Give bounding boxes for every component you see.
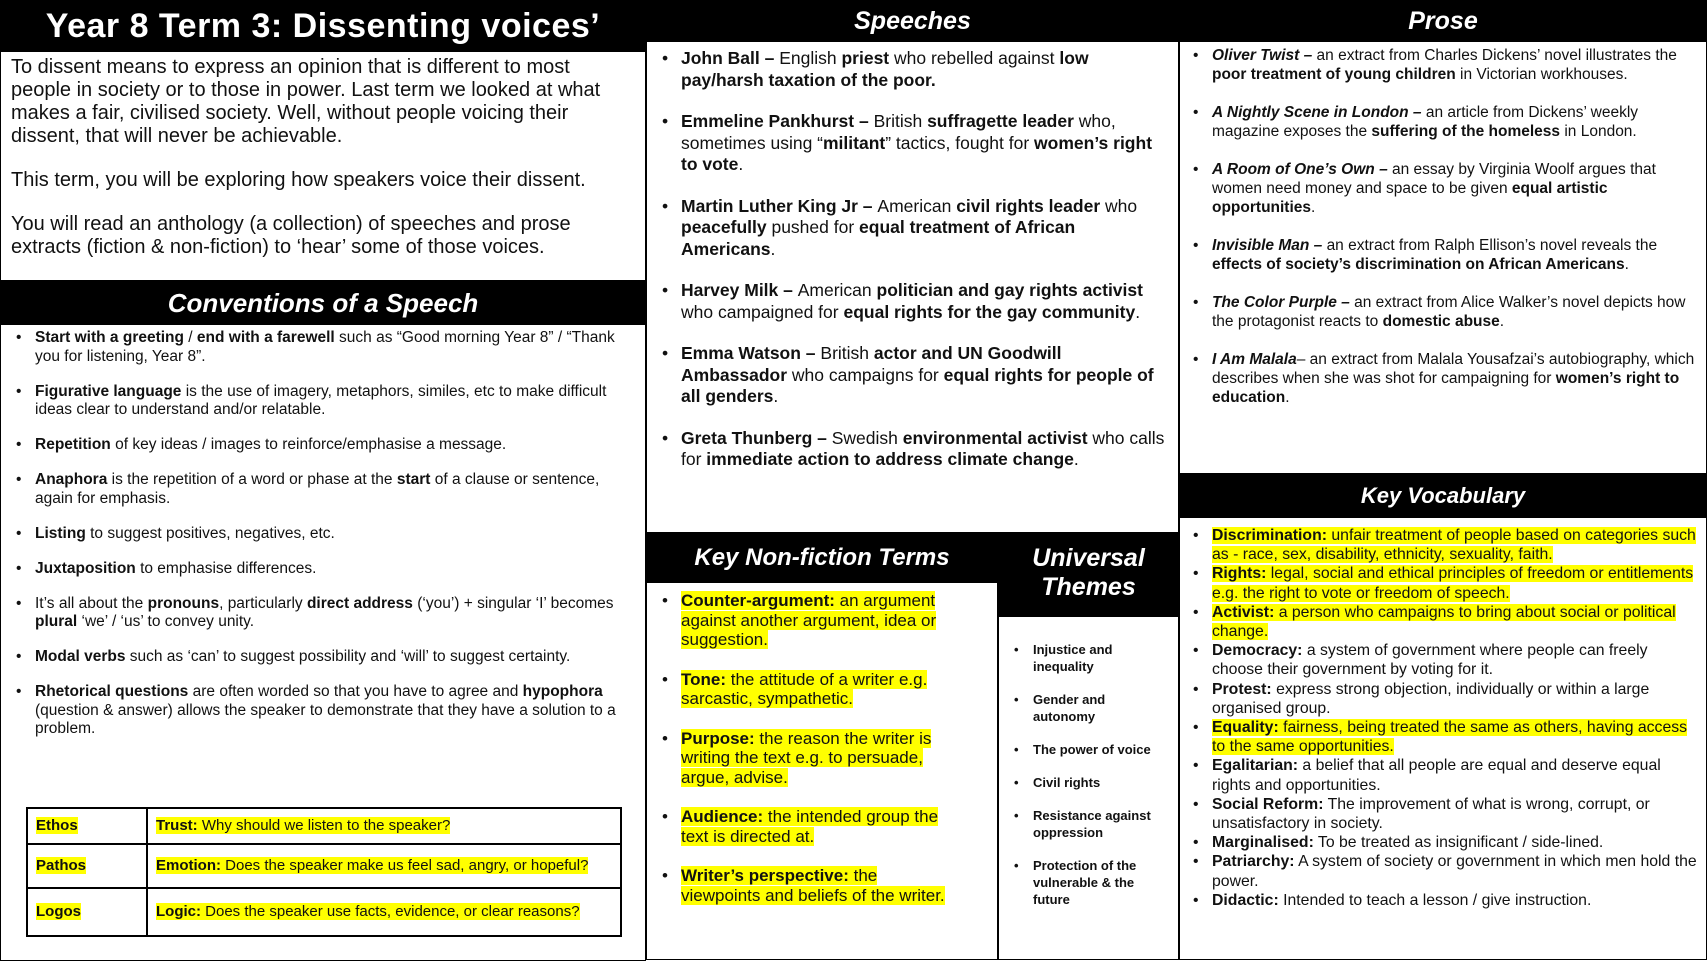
prose-item: [1188, 236, 1698, 274]
conventions-heading: Conventions of a Speech: [167, 288, 479, 318]
vocab-item: [1188, 603, 1698, 641]
convention-item: [11, 383, 635, 420]
vocab-definition: a system of government where people can freely choose their government by voting for it.: [1212, 642, 1648, 679]
text-run: .: [770, 238, 776, 259]
text-run: women’s right to vote: [681, 132, 1153, 174]
nonfiction-term-item: [657, 670, 987, 709]
text-run: low pay/harsh taxation of the poor.: [681, 48, 1089, 90]
nonfiction-term-item: [657, 866, 987, 905]
text-run: of key ideas / images to reinforce/emphasise a message.: [110, 436, 507, 453]
text-run: British: [873, 111, 928, 131]
page-title: Year 8 Term 3: Dissenting voices’: [45, 7, 601, 45]
vocab-term: Protest:: [1212, 680, 1272, 698]
text-run: who campaigns for: [787, 364, 944, 385]
text-run: in Victorian workhouses.: [1455, 66, 1628, 83]
text-run: priest: [841, 48, 890, 68]
text-run: is the repetition of a word or phase at the: [107, 471, 397, 488]
intro-paragraph: To dissent means to express an opinion that is different to most people in society or to those in power. Last term we looked at what makes a fair, civilised society. Well, without people voicing their dissent, that will never be achievable.: [11, 56, 601, 147]
nonfiction-heading: Key Non-fiction Terms: [694, 544, 950, 571]
appeal-term-cell: [27, 808, 147, 844]
appeal-label: Trust:: [156, 816, 198, 834]
text-run: , particularly: [219, 594, 307, 612]
text-run: Repetition: [35, 436, 111, 453]
conventions-heading-bar: [0, 281, 646, 325]
theme-item: • Gender and autonomy: [1009, 691, 1170, 725]
vocab-item: [1188, 833, 1698, 852]
vocab-item: [1188, 680, 1698, 718]
text-run: effects of society’s discrimination on African Americans: [1212, 256, 1625, 273]
text-run: Greta Thunberg –: [681, 427, 832, 448]
text-run: .: [1135, 301, 1141, 322]
text-run: start: [396, 471, 431, 488]
vocab-definition: fairness, being treated the same as others, having access to the same opportunities.: [1212, 719, 1688, 756]
appeal-description-cell: [147, 888, 621, 936]
nonfiction-heading-bar: [646, 533, 998, 583]
vocab-item: [1188, 564, 1698, 602]
vocab-term: Discrimination:: [1212, 527, 1327, 544]
vocab-term: Equality:: [1212, 719, 1279, 737]
convention-item: [11, 595, 635, 632]
text-run: Listing: [35, 524, 86, 542]
text-run: women’s right to education: [1212, 370, 1680, 406]
nonfiction-term-item: [657, 807, 987, 846]
nonfiction-definition: an argument against another argument, idea or suggestion.: [681, 591, 937, 649]
text-run: plural: [35, 613, 78, 630]
appeal-description: Does the speaker make us feel sad, angry, or hopeful?: [221, 856, 589, 874]
convention-item: [11, 471, 635, 508]
text-run: end with a farewell: [196, 329, 335, 346]
text-run: .: [1311, 199, 1316, 216]
nonfiction-term: Purpose:: [681, 728, 755, 748]
text-run: (‘you’) + singular ‘I’ becomes: [412, 594, 614, 612]
text-run: who campaigned for: [681, 301, 844, 322]
text-run: suffragette leader: [927, 111, 1074, 131]
text-run: English: [779, 48, 842, 68]
text-run: Martin Luther King Jr –: [681, 195, 878, 216]
text-run: who calls for: [681, 427, 1165, 469]
vocab-term: Marginalised:: [1212, 834, 1314, 852]
text-run: militant: [823, 132, 886, 153]
text-run: equal rights for the gay community: [843, 301, 1136, 322]
text-run: Start with a greeting: [35, 329, 184, 346]
text-run: .: [1624, 256, 1629, 273]
text-run: who rebelled against: [889, 48, 1060, 68]
vocab-term: Egalitarian:: [1212, 757, 1299, 775]
text-run: peacefully: [681, 217, 767, 237]
text-run: Harvey Milk –: [681, 280, 798, 300]
themes-heading-line1: Universal: [1032, 544, 1145, 572]
text-run: – an extract from Malala Yousafzai’s autobiography, which describes when she was shot for campaigning for: [1212, 351, 1695, 387]
prose-heading: Prose: [1408, 7, 1478, 35]
appeal-label: Emotion:: [156, 856, 221, 874]
appeal-row: [27, 844, 621, 888]
text-run: A Room of One’s Own –: [1212, 161, 1392, 178]
speeches-panel: [646, 42, 1179, 533]
text-run: an essay by Virginia Woolf argues that women need money and space to be given: [1212, 161, 1656, 197]
nonfiction-definition: the viewpoints and beliefs of the writer.: [681, 866, 945, 905]
vocab-heading: Key Vocabulary: [1360, 483, 1526, 508]
text-run: equal artistic opportunities: [1212, 180, 1608, 216]
vocab-item: [1188, 641, 1698, 679]
text-run: suffering of the homeless: [1371, 123, 1561, 140]
themes-heading-bar: [998, 533, 1179, 617]
text-run: It’s all about the: [35, 594, 148, 612]
appeal-term-cell: [27, 844, 147, 888]
appeal-term-cell: [27, 888, 147, 936]
text-run: an extract from Charles Dickens’ novel illustrates the: [1316, 47, 1677, 64]
text-run: who, sometimes using “: [681, 111, 1116, 153]
prose-heading-bar: [1179, 0, 1707, 42]
convention-item: [11, 329, 635, 366]
vocab-term: Democracy:: [1212, 642, 1303, 660]
text-run: American: [797, 280, 877, 300]
text-run: politician and gay rights activist: [876, 280, 1143, 300]
text-run: who: [1100, 195, 1138, 216]
text-run: civil rights leader: [956, 195, 1101, 216]
vocab-definition: The improvement of what is wrong, corrupt, or unsatisfactory in society.: [1212, 795, 1650, 833]
vocab-term: Patriarchy:: [1212, 853, 1295, 871]
speech-item: [657, 111, 1168, 176]
prose-list: [1188, 46, 1698, 407]
vocab-definition: legal, social and ethical principles of freedom or entitlements e.g. the right to vote or freedom of speech.: [1212, 565, 1694, 602]
vocab-item: [1188, 756, 1698, 794]
intro-paragraph: You will read an anthology (a collection) of speeches and prose extracts (fiction & non-fiction) to ‘hear’ some of those voices.: [11, 213, 571, 258]
nonfiction-list: [657, 591, 987, 905]
themes-list: [1009, 641, 1170, 908]
text-run: Oliver Twist –: [1212, 47, 1317, 64]
theme-item: • Resistance against oppression: [1009, 807, 1170, 841]
text-run: A Nightly Scene in London –: [1212, 104, 1426, 121]
theme-item: • Protection of the vulnerable & the future: [1009, 857, 1170, 908]
nonfiction-term: Writer’s perspective:: [681, 866, 849, 885]
speech-item: [657, 196, 1168, 261]
convention-item: [11, 560, 635, 579]
text-run: pushed for: [766, 217, 860, 237]
appeal-term: Ethos: [36, 816, 78, 834]
themes-panel: [998, 617, 1179, 960]
speeches-heading: Speeches: [854, 7, 971, 35]
text-run: to suggest positives, negatives, etc.: [85, 524, 335, 542]
prose-item: [1188, 350, 1698, 407]
rhetorical-appeals-table: [26, 807, 622, 937]
text-run: .: [1499, 313, 1505, 330]
appeal-row: [27, 888, 621, 936]
convention-item: [11, 648, 635, 667]
nonfiction-term: Tone:: [681, 669, 727, 689]
theme-item: • The power of voice: [1009, 741, 1170, 758]
vocab-item: [1188, 852, 1698, 890]
conventions-list: [11, 329, 635, 739]
appeal-description: Why should we listen to the speaker?: [197, 816, 451, 834]
vocab-definition: a belief that all people are equal and deserve equal rights and opportunities.: [1212, 757, 1661, 794]
text-run: I Am Malala: [1212, 351, 1297, 368]
speech-item: [657, 343, 1168, 408]
text-run: Modal verbs: [35, 648, 126, 665]
nonfiction-definition: the attitude of a writer e.g. sarcastic, sympathetic.: [681, 669, 928, 708]
vocab-term: Rights:: [1212, 565, 1267, 583]
vocab-panel: [1179, 518, 1707, 960]
speech-item: [657, 428, 1168, 471]
text-run: poor treatment of young children: [1212, 66, 1456, 83]
appeal-description: Does the speaker use facts, evidence, or clear reasons?: [201, 902, 580, 920]
intro-panel: [0, 52, 646, 281]
text-run: hypophora: [522, 683, 603, 700]
convention-item: [11, 436, 635, 455]
text-run: John Ball –: [681, 48, 780, 68]
text-run: Emmeline Pankhurst –: [681, 111, 874, 131]
appeal-row: [27, 808, 621, 844]
themes-heading-line2: Themes: [1041, 573, 1136, 601]
text-run: such as ‘can’ to suggest possibility and ‘will’ to suggest certainty.: [125, 648, 571, 665]
text-run: .: [773, 386, 779, 406]
appeal-term: Pathos: [36, 856, 87, 874]
text-run: ‘we’ / ‘us’ to convey unity.: [77, 613, 255, 630]
text-run: to emphasise differences.: [135, 559, 317, 577]
prose-item: [1188, 293, 1698, 331]
vocab-definition: To be treated as insignificant / side-lined.: [1313, 834, 1604, 852]
text-run: an extract from Ralph Ellison’s novel reveals the: [1326, 237, 1658, 254]
text-run: domestic abuse: [1382, 313, 1500, 330]
text-run: British: [820, 343, 874, 363]
nonfiction-definition: the reason the writer is writing the text e.g. to persuade, argue, advise.: [681, 728, 932, 787]
speech-item: [657, 48, 1168, 91]
vocab-item: [1188, 795, 1698, 833]
vocab-definition: unfair treatment of people based on categories such as - race, sex, disability, ethnicity, sexuality, faith.: [1212, 527, 1696, 564]
theme-item: • Injustice and inequality: [1009, 641, 1170, 675]
nonfiction-definition: the intended group the text is directed at.: [681, 807, 939, 846]
text-run: an extract from Alice Walker’s novel depicts how the protagonist reacts to: [1212, 294, 1686, 330]
nonfiction-term-item: [657, 591, 987, 650]
text-run: Swedish: [831, 427, 903, 448]
speeches-heading-bar: [646, 0, 1179, 42]
prose-item: [1188, 103, 1698, 141]
text-run: Figurative language: [35, 382, 182, 400]
nonfiction-term: Counter-argument:: [681, 591, 835, 610]
prose-panel: [1179, 42, 1707, 474]
text-run: /: [184, 329, 197, 346]
vocab-item: [1188, 718, 1698, 756]
text-run: are often worded so that you have to agree and: [188, 683, 523, 700]
appeal-description-cell: [147, 844, 621, 888]
appeal-term: Logos: [36, 902, 81, 920]
text-run: .: [1073, 449, 1079, 469]
vocab-term: Didactic:: [1212, 891, 1279, 909]
text-run: pronouns: [147, 594, 220, 612]
text-run: Anaphora: [35, 471, 108, 488]
nonfiction-term: Audience:: [681, 807, 764, 826]
text-run: an article from Dickens’ weekly magazine exposes the: [1212, 104, 1639, 140]
vocab-definition: A system of society or government in which men hold the power.: [1212, 853, 1697, 890]
vocab-definition: Intended to teach a lesson / give instruction.: [1278, 891, 1592, 909]
text-run: immediate action to address climate change: [706, 449, 1074, 469]
appeal-label: Logic:: [156, 902, 201, 920]
text-run: Rhetorical questions: [35, 683, 189, 700]
text-run: in London.: [1560, 123, 1637, 140]
text-run: (question & answer) allows the speaker to demonstrate that they have a solution to a problem.: [35, 701, 616, 737]
text-run: .: [1285, 389, 1290, 406]
vocab-item: [1188, 891, 1698, 910]
text-run: equal rights for people of all genders: [681, 364, 1154, 406]
conventions-panel: [0, 325, 646, 961]
convention-item: [11, 525, 635, 544]
text-run: The Color Purple –: [1212, 294, 1355, 311]
page-title-bar: [0, 0, 646, 52]
vocab-list: [1188, 526, 1698, 910]
intro-paragraph: This term, you will be exploring how speakers voice their dissent.: [11, 169, 586, 191]
text-run: ” tactics, fought for: [885, 132, 1035, 153]
nonfiction-term-item: [657, 729, 987, 788]
text-run: Emma Watson –: [681, 343, 821, 363]
appeal-description-cell: [147, 808, 621, 844]
theme-item: • Civil rights: [1009, 774, 1170, 791]
text-run: Invisible Man –: [1212, 237, 1327, 254]
text-run: such as “Good morning Year 8” / “Thank you for listening, Year 8”.: [35, 329, 615, 365]
vocab-definition: a person who campaigns to bring about social or political change.: [1212, 603, 1676, 641]
text-run: direct address: [306, 594, 413, 612]
vocab-term: Social Reform:: [1212, 795, 1324, 813]
prose-item: [1188, 160, 1698, 217]
text-run: .: [738, 154, 744, 174]
speeches-list: [657, 48, 1168, 471]
text-run: environmental activist: [902, 427, 1088, 448]
vocab-term: Activist:: [1212, 603, 1275, 621]
text-run: is the use of imagery, metaphors, similes, etc to make difficult ideas clear to understand and/or relatable.: [35, 382, 607, 418]
speech-item: [657, 280, 1168, 323]
prose-item: [1188, 46, 1698, 84]
text-run: American: [877, 195, 957, 216]
text-run: equal treatment of African Americans: [681, 217, 1076, 259]
nonfiction-panel: [646, 583, 998, 960]
text-run: Juxtaposition: [35, 559, 136, 577]
vocab-definition: express strong objection, individually or within a large organised group.: [1212, 680, 1650, 717]
convention-item: [11, 683, 635, 739]
vocab-heading-bar: [1179, 474, 1707, 518]
text-run: actor and UN Goodwill Ambassador: [681, 343, 1062, 385]
text-run: of a clause or sentence, again for emphasis.: [35, 471, 600, 507]
vocab-item: [1188, 526, 1698, 564]
